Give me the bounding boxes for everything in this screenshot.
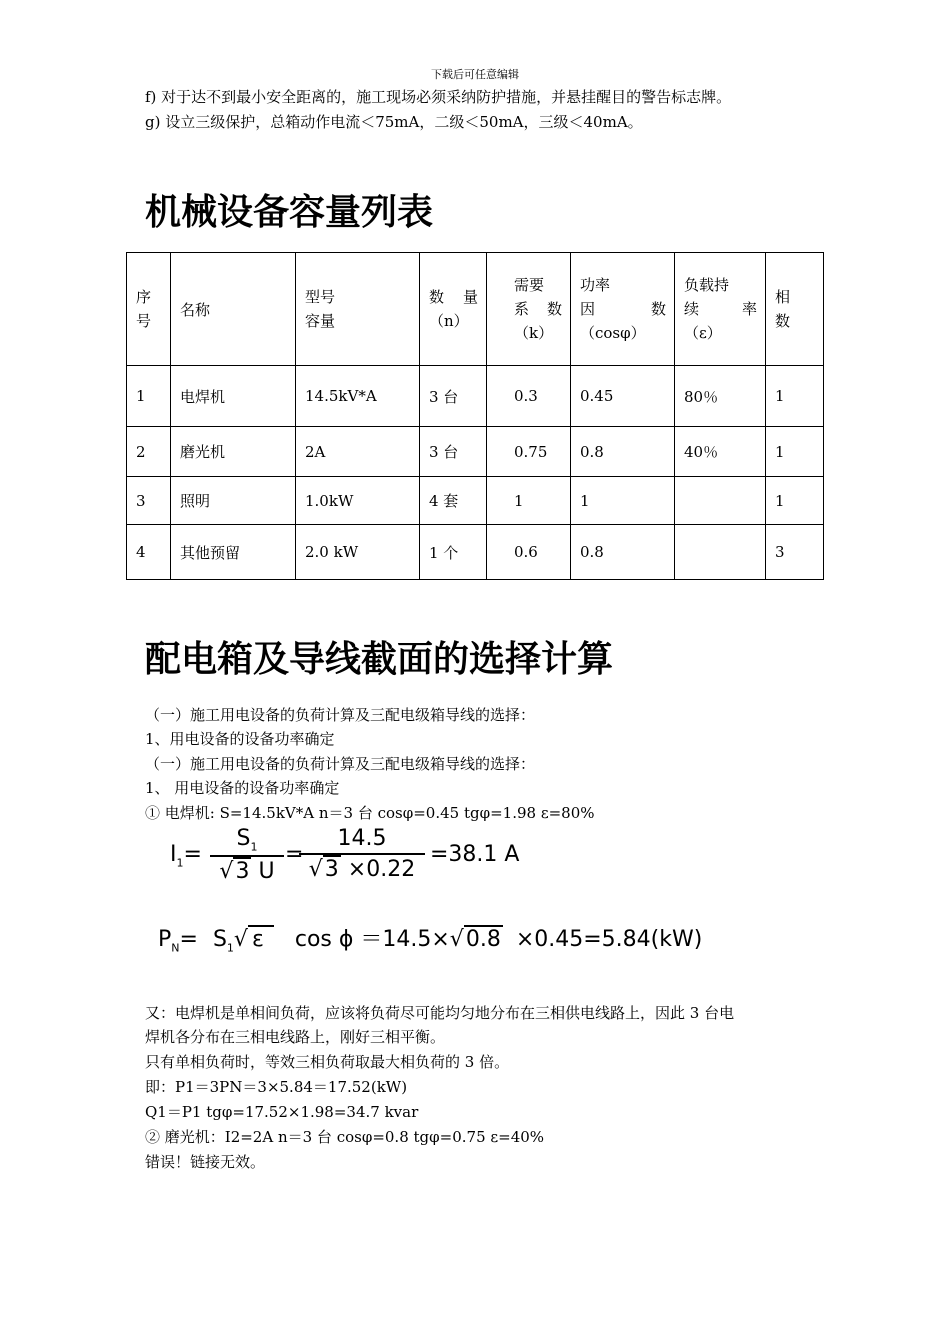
body-paragraph: 1、 用电设备的设备功率确定 — [145, 779, 340, 797]
cell-phase: 1 — [766, 366, 824, 427]
body-paragraph: （一）施工用电设备的负荷计算及三配电级箱导线的选择： — [145, 755, 536, 773]
cell-power-factor: 0.45 — [571, 366, 675, 427]
cell-load-rate — [675, 525, 766, 580]
cell-load-rate: 80％ — [675, 366, 766, 427]
cell-seq: 3 — [127, 477, 171, 525]
cell-power-factor: 0.8 — [571, 525, 675, 580]
page-header-note: 下载后可任意编辑 — [431, 68, 519, 81]
intro-line-f: f) 对于达不到最小安全距离的，施工现场必须采纳防护措施，并悬挂醒目的警告标志牌。 — [145, 88, 732, 106]
cell-qty: 4 套 — [420, 477, 487, 525]
table-row — [127, 525, 824, 580]
cell-phase: 1 — [766, 427, 824, 477]
header-name: 名称 — [171, 253, 296, 366]
cell-seq: 1 — [127, 366, 171, 427]
cell-model: 1.0kW — [296, 477, 420, 525]
cell-demand-factor: 0.3 — [487, 366, 571, 427]
header-qty: 数 量 （n） — [420, 253, 487, 366]
cell-qty: 3 台 — [420, 366, 487, 427]
body-paragraph: 错误！链接无效。 — [145, 1153, 266, 1171]
body-paragraph: 即：P1＝3PN＝3×5.84＝17.52(kW) — [145, 1078, 408, 1096]
formula-current-lhs: $I_1=$ — [170, 842, 202, 870]
body-paragraph: （一）施工用电设备的负荷计算及三配电级箱导线的选择： — [145, 706, 536, 724]
header-demand-factor: 需要 系 数 （k） — [487, 253, 571, 366]
cell-power-factor: 1 — [571, 477, 675, 525]
header-power-factor: 功率 因 数 （cosφ） — [571, 253, 675, 366]
cell-name: 电焊机 — [171, 366, 296, 427]
cell-load-rate: 40％ — [675, 427, 766, 477]
cell-seq: 2 — [127, 427, 171, 477]
cell-demand-factor: 0.6 — [487, 525, 571, 580]
body-paragraph: ① 电焊机: S=14.5kV*A n＝3 台 cosφ=0.45 tgφ=1.98 ε=80% — [145, 804, 595, 822]
cell-phase: 3 — [766, 525, 824, 580]
body-paragraph: 只有单相负荷时，等效三相负荷取最大相负荷的 3 倍。 — [145, 1053, 510, 1071]
formula-current-fraction-1: $\frac{S_1}{√3 U}$ — [210, 826, 284, 884]
cell-qty: 3 台 — [420, 427, 487, 477]
header-model: 型号 容量 — [296, 253, 420, 366]
table-row — [127, 427, 824, 477]
cell-load-rate — [675, 477, 766, 525]
intro-line-g: g) 设立三级保护，总箱动作电流＜75mA，二级＜50mA，三级＜40mA。 — [145, 113, 643, 131]
cell-qty: 1 个 — [420, 525, 487, 580]
cell-model: 2.0 kW — [296, 525, 420, 580]
formula-current-equals: = — [285, 842, 304, 867]
cell-model: 2A — [296, 427, 420, 477]
body-paragraph: ② 磨光机：I2=2A n＝3 台 cosφ=0.8 tgφ=0.75 ε=40% — [145, 1128, 545, 1146]
cell-demand-factor: 0.75 — [487, 427, 571, 477]
section-title-equipment: 机械设备容量列表 — [145, 192, 434, 233]
body-paragraph: 1、用电设备的设备功率确定 — [145, 730, 335, 748]
cell-phase: 1 — [766, 477, 824, 525]
header-load-rate: 负载持 续 率 （ε） — [675, 253, 766, 366]
cell-seq: 4 — [127, 525, 171, 580]
cell-model: 14.5kV*A — [296, 366, 420, 427]
formula-current-fraction-2: $\frac{14.5}{√3 \times 0.22}$ — [299, 826, 425, 882]
cell-name: 照明 — [171, 477, 296, 525]
body-paragraph: 又：电焊机是单相间负荷，应该将负荷尽可能均匀地分布在三相供电线路上，因此 3 台电 — [145, 1004, 735, 1022]
table-header-row — [127, 253, 824, 366]
formula-current-result: =38.1 A — [430, 842, 520, 867]
body-paragraph: Q1＝P1 tgφ=17.52×1.98=34.7 kvar — [145, 1103, 419, 1121]
formula-power: $P_N= S_1√$ ε cos ϕ ＝14.5×√0.8 ×0.45=5.84(kW) — [158, 927, 703, 955]
cell-demand-factor: 1 — [487, 477, 571, 525]
section-title-calculation: 配电箱及导线截面的选择计算 — [145, 639, 614, 680]
cell-name: 磨光机 — [171, 427, 296, 477]
cell-name: 其他预留 — [171, 525, 296, 580]
body-paragraph: 焊机各分布在三相电线路上，刚好三相平衡。 — [145, 1028, 446, 1046]
table-row — [127, 366, 824, 427]
equipment-table — [126, 252, 824, 580]
table-row — [127, 477, 824, 525]
cell-power-factor: 0.8 — [571, 427, 675, 477]
header-phase: 相 数 — [766, 253, 824, 366]
header-seq: 序 号 — [127, 253, 171, 366]
